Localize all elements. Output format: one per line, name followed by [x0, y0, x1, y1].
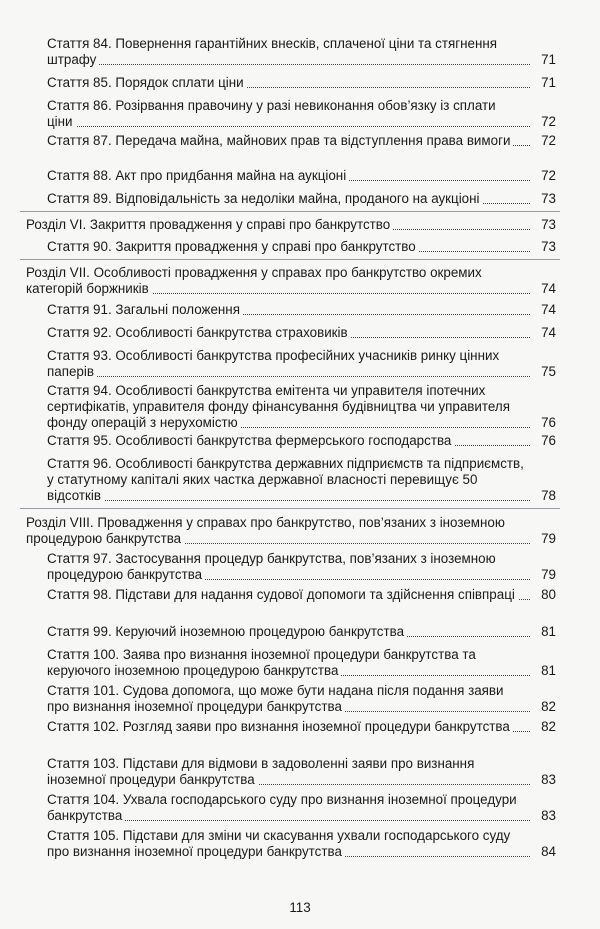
toc-entry-article-102	[47, 719, 556, 735]
toc-entry-article-96	[47, 456, 556, 504]
toc-entry-page: 81	[541, 624, 556, 639]
toc-entry-title: Стаття 89. Відповідальність за недоліки майна, проданого на аукціоні	[47, 191, 483, 206]
toc-entry-page: 81	[541, 663, 556, 678]
toc-entry-page: 71	[541, 75, 556, 90]
toc-entry-title: Стаття 101. Судова допомога, що може бути надана після подання заяви про визнання іноземної процедури банкрутства	[47, 683, 504, 714]
toc-entry-article-103	[47, 756, 556, 788]
toc-entry-page: 72	[541, 114, 556, 129]
toc-entry-article-99	[47, 624, 556, 640]
toc-entry-page: 79	[541, 567, 556, 582]
divider	[20, 508, 560, 509]
toc-entry-title: Стаття 92. Особливості банкрутства страховиків	[47, 325, 351, 340]
toc-entry-page: 79	[541, 531, 556, 546]
toc-entry-title: Стаття 84. Повернення гарантійних внесків, сплаченої ціни та стягнення штрафу	[47, 36, 498, 67]
toc-entry-title: Стаття 104. Ухвала господарського суду про визнання іноземної процедури банкрутства	[47, 792, 517, 823]
toc-entry-article-104	[47, 792, 556, 824]
toc-entry-article-89	[47, 191, 556, 207]
toc-entry-title: Стаття 85. Порядок сплати ціни	[47, 75, 247, 90]
toc-entry-article-94	[47, 383, 556, 431]
toc-entry-article-91	[47, 302, 556, 318]
toc-entry-title: Стаття 96. Особливості банкрутства державних підприємств та підприємств, у статутному капіталі яких частка державної власності перевищує 50 відсотків	[47, 456, 524, 503]
toc-entry-page: 71	[541, 52, 556, 67]
toc-entry-title: Стаття 100. Заява про визнання іноземної процедури банкрутства та керуючого іноземною процедурою банкрутства	[47, 647, 476, 678]
toc-entry-article-86	[47, 98, 556, 130]
toc-entry-article-93	[47, 348, 556, 380]
toc-entry-title: Стаття 99. Керуючий іноземною процедурою банкрутства	[47, 624, 407, 639]
toc-entry-title: Стаття 93. Особливості банкрутства професійних учасників ринку цінних паперів	[47, 348, 500, 379]
toc-entry-page: 74	[541, 302, 556, 317]
toc-entry-page: 82	[541, 719, 556, 734]
toc-entry-article-100	[47, 647, 556, 679]
toc-entry-page: 73	[541, 191, 556, 206]
toc-entry-title: Розділ VII. Особливості провадження у справах про банкрутство окремих категорій боржників	[26, 265, 482, 296]
toc-entry-page: 75	[541, 364, 556, 379]
divider	[20, 211, 560, 212]
toc-entry-title: Стаття 87. Передача майна, майнових прав та відступлення права вимоги	[47, 133, 513, 148]
toc-entry-article-95	[47, 433, 556, 449]
toc-entry-page: 72	[541, 168, 556, 183]
toc-entry-page: 78	[541, 488, 556, 503]
toc-entry-title: Розділ VI. Закриття провадження у справі про банкрутство	[26, 217, 393, 232]
toc-entry-page: 74	[541, 325, 556, 340]
toc-entry-article-92	[47, 325, 556, 341]
toc-entry-article-105	[47, 828, 556, 860]
toc-entry-page: 76	[541, 433, 556, 448]
toc-entry-article-87	[47, 133, 556, 149]
toc-entry-title: Стаття 90. Закриття провадження у справі про банкрутство	[47, 239, 419, 254]
toc-entry-title: Стаття 102. Розгляд заяви про визнання іноземної процедури банкрутства	[47, 719, 513, 734]
toc-entry-title: Стаття 95. Особливості банкрутства фермерського господарства	[47, 433, 454, 448]
toc-entry-section-8	[26, 515, 556, 547]
toc-entry-title: Розділ VIII. Провадження у справах про банкрутство, пов’язаних з іноземною процедурою банкрутства	[26, 515, 505, 546]
toc-entry-title: Стаття 88. Акт про придбання майна на аукціоні	[47, 168, 349, 183]
toc-entry-page: 73	[541, 239, 556, 254]
toc-entry-article-85	[47, 75, 556, 91]
toc-entry-section-7	[26, 265, 556, 297]
toc-entry-title: Стаття 97. Застосування процедур банкрутства, пов’язаних з іноземною процедурою банкрутства	[47, 551, 496, 582]
toc-entry-article-97	[47, 551, 556, 583]
toc-entry-page: 72	[541, 133, 556, 148]
toc-entry-article-98	[47, 587, 556, 603]
toc-entry-page: 83	[541, 808, 556, 823]
toc-entry-page: 80	[541, 587, 556, 602]
page-number: 113	[289, 900, 311, 915]
toc-entry-page: 73	[541, 217, 556, 232]
toc-entry-section-6	[26, 217, 556, 233]
toc-entry-title: Стаття 98. Підстави для надання судової допомоги та здійснення співпраці	[47, 587, 518, 602]
toc-entry-title: Стаття 105. Підстави для зміни чи скасування ухвали господарського суду про визнання іноземної процедури банкрутства	[47, 828, 511, 859]
toc-entry-page: 76	[541, 415, 556, 430]
toc-entry-title: Стаття 103. Підстави для відмови в задоволенні заяви про визнання іноземної процедури банкрутства	[47, 756, 475, 787]
toc-entry-page: 74	[541, 281, 556, 296]
toc-entry-article-84	[47, 36, 556, 68]
divider	[20, 259, 560, 260]
toc-entry-page: 83	[541, 772, 556, 787]
toc-entry-title: Стаття 94. Особливості банкрутства емітента чи управителя іпотечних сертифікатів, управителя фонду фінансування будівництва чи управителя фонду операцій з нерухомістю	[47, 383, 510, 430]
toc-entry-article-90	[47, 239, 556, 255]
toc-entry-article-101	[47, 683, 556, 715]
toc-entry-article-88	[47, 168, 556, 184]
toc-entry-page: 84	[541, 844, 556, 859]
toc-entry-title: Стаття 86. Розірвання правочину у разі невиконання обов’язку із сплати ціни	[47, 98, 496, 129]
toc-entry-page: 82	[541, 699, 556, 714]
toc-entry-title: Стаття 91. Загальні положення	[47, 302, 243, 317]
